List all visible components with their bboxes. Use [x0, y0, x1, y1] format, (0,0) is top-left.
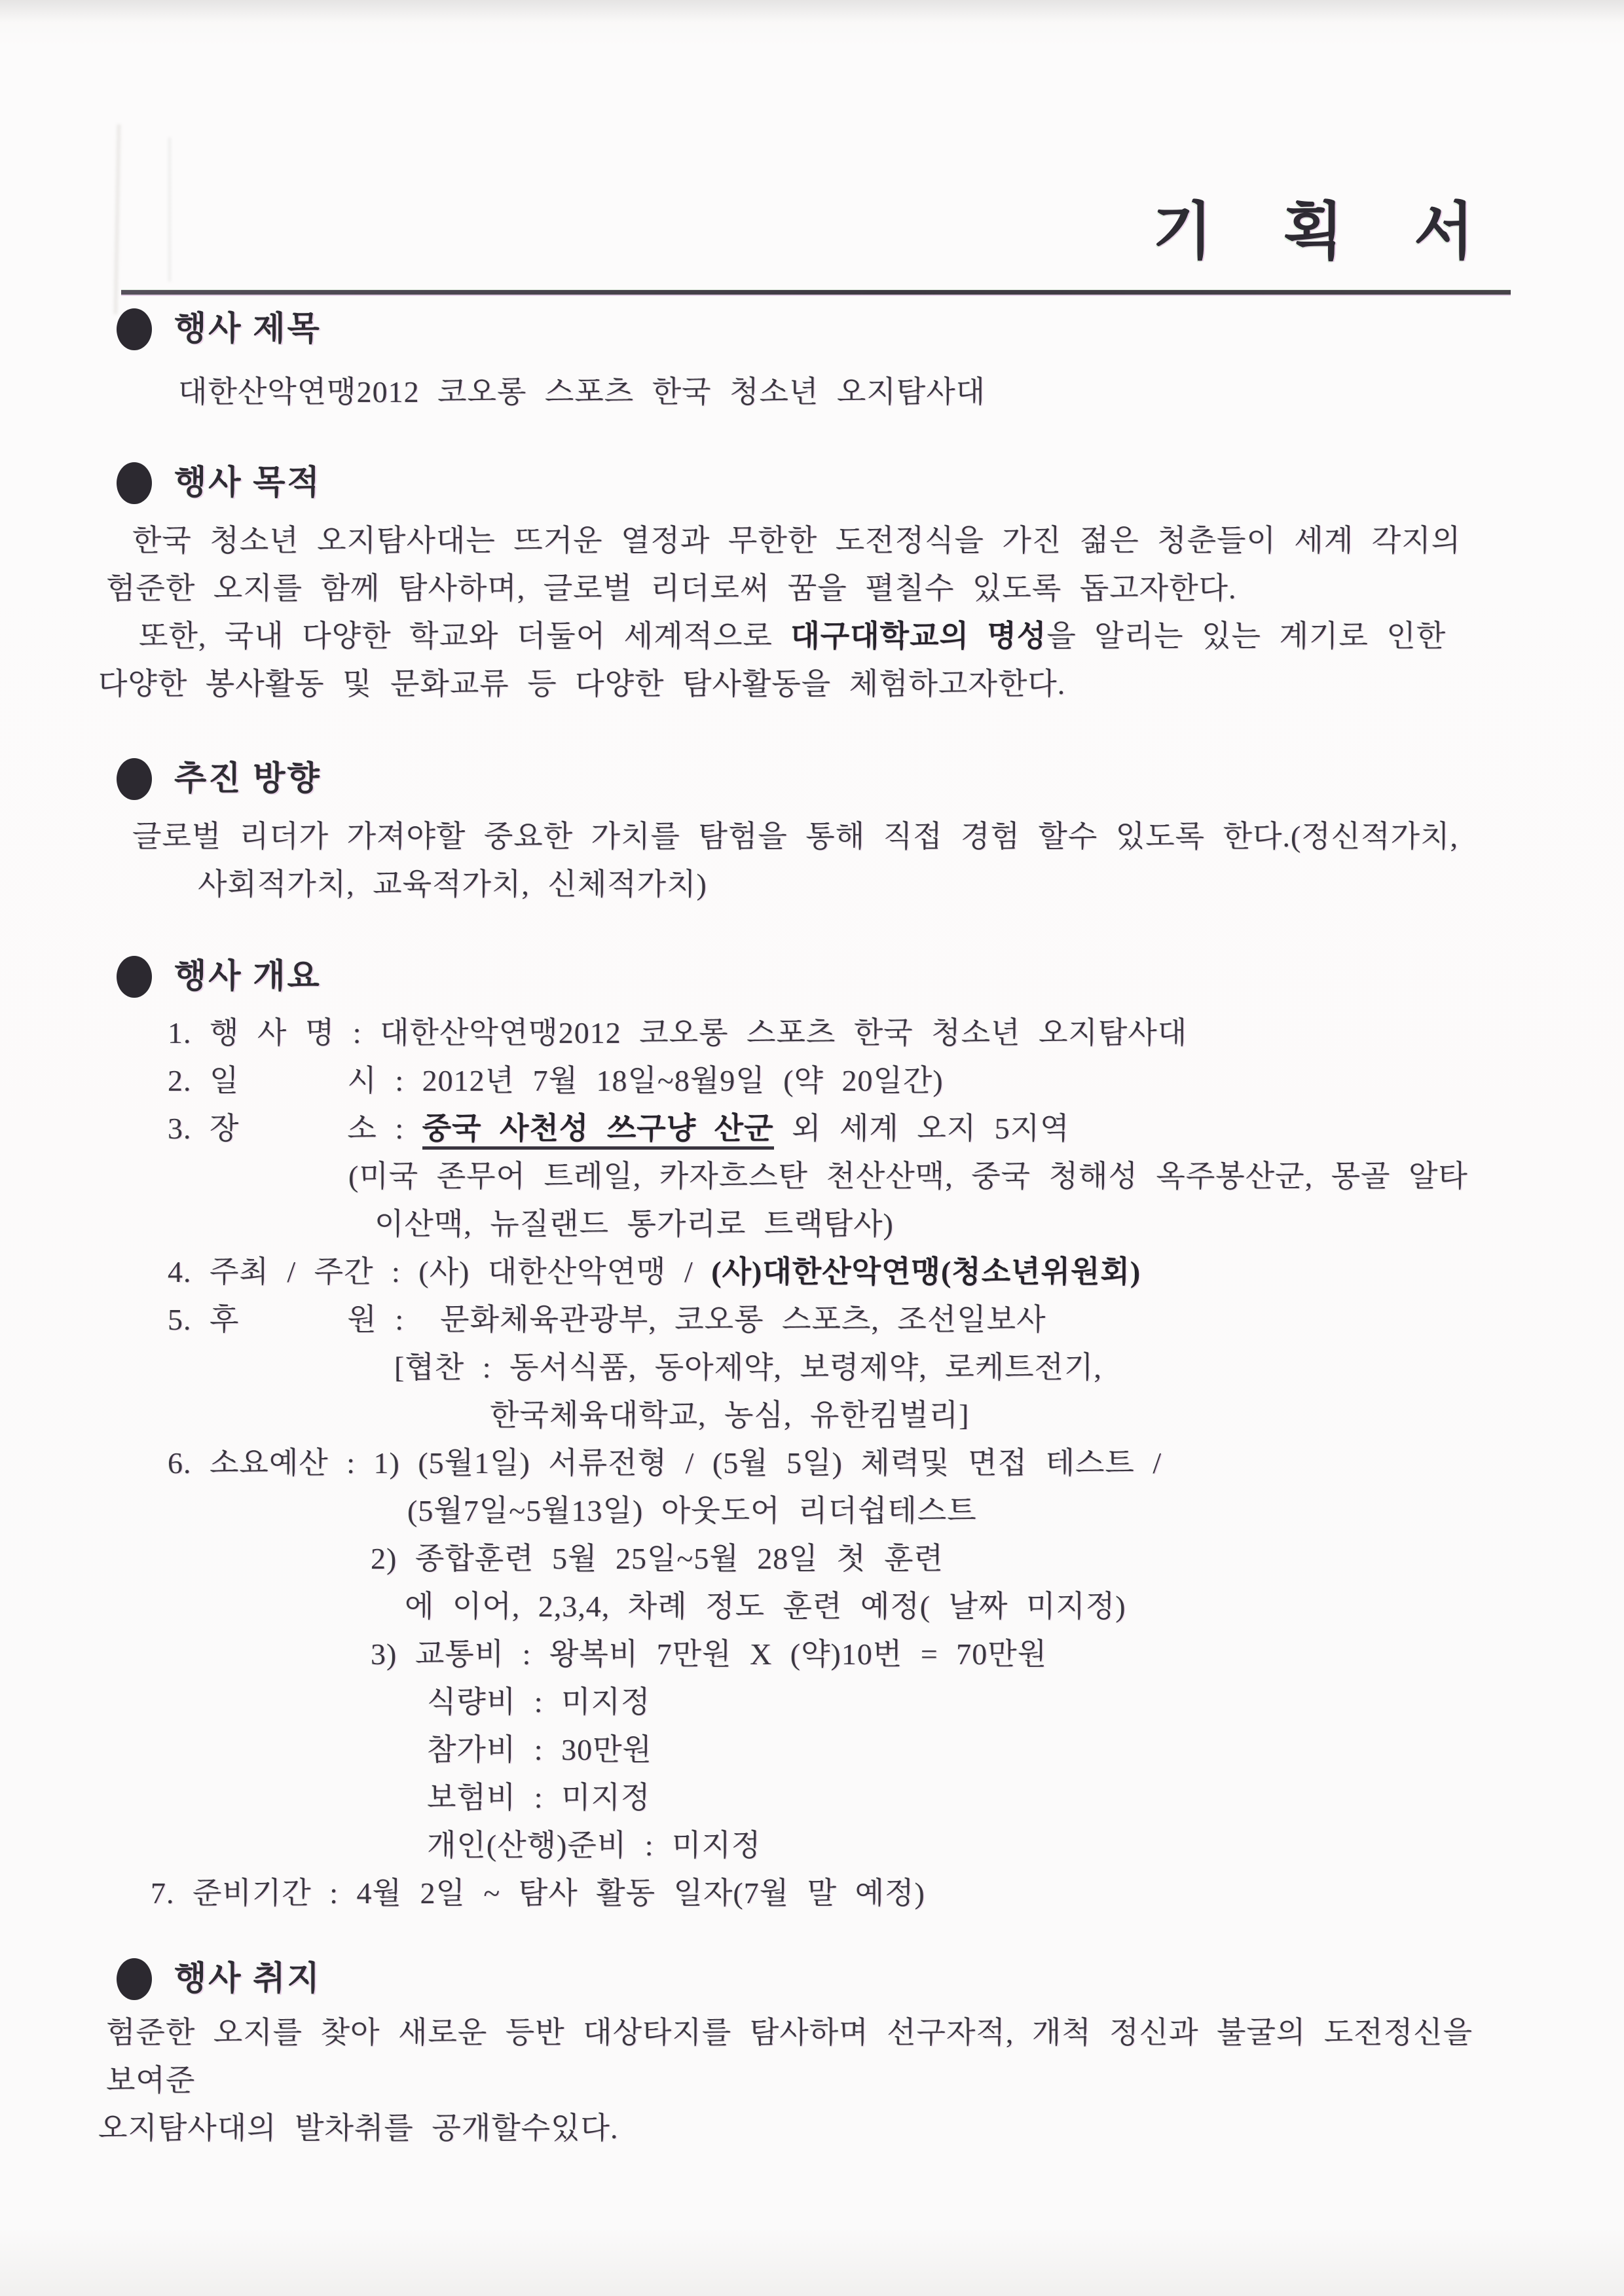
- scan-artifact-streak: [168, 137, 171, 282]
- overview-item-6-sub: 에 이어, 2,3,4, 차례 정도 훈련 예정( 날짜 미지정): [405, 1590, 1126, 1623]
- event-title-text: 대한산악연맹2012 코오롱 스포츠 한국 청소년 오지탐사대: [178, 375, 986, 409]
- section-event-purpose: [98, 462, 1513, 708]
- purpose-line-post: 을 알리는 있는 계기로 인한: [1046, 619, 1447, 653]
- overview-item-6-sub: 개인(산행)준비 : 미지정: [427, 1829, 762, 1862]
- overview-item-3-location-emphasis: 중국 사천성 쓰구냥 산군: [422, 1112, 774, 1150]
- section-heading: [117, 462, 1513, 505]
- section-event-intent: [98, 1958, 1513, 2152]
- overview-item-4-pre: 4. 주최 / 주간 : (사) 대한산악연맹 /: [168, 1255, 712, 1288]
- purpose-line: 험준한 오지를 함께 탐사하며, 글로벌 리더로써 꿈을 펼칠수 있도록 돕고자한다.: [106, 572, 1237, 605]
- section-bullet-icon: [117, 1958, 152, 2000]
- scan-artifact-top-band: [0, 0, 1624, 22]
- overview-item-4: [168, 1248, 1513, 1296]
- overview-item-6-sub: (5월7일~5월13일) 아웃도어 리더쉽테스트: [407, 1494, 977, 1527]
- scan-artifact-streak: [113, 124, 120, 314]
- purpose-line-pre: 또한, 국내 다양한 학교와 더둘어 세계적으로: [139, 619, 791, 653]
- overview-item-6: 6. 소요예산 : 1) (5월1일) 서류전형 / (5월 5일) 체력및 면접 테스트 /: [168, 1446, 1162, 1480]
- direction-line: 사회적가치, 교육적가치, 신체적가치): [198, 867, 707, 901]
- overview-item-6-sub: 보험비 : 미지정: [427, 1781, 651, 1814]
- overview-item-5-sub: 한국체육대학교, 농심, 유한킴벌리]: [490, 1398, 970, 1432]
- overview-item-4-emphasis: (사)대한산악연맹(청소년위원회): [711, 1255, 1141, 1288]
- intent-line: 험준한 오지를 찾아 새로운 등반 대상타지를 탐사하며 선구자적, 개척 정신과 불굴의 도전정신을 보여준: [106, 2016, 1491, 2097]
- overview-item-3-pre: 3. 장 소 :: [168, 1112, 422, 1145]
- section-heading-label: 행사 취지: [174, 1961, 322, 1997]
- overview-item-6-sub: 3) 교통비 : 왕복비 7만원 X (약)10번 = 70만원: [371, 1637, 1048, 1671]
- section-heading: [117, 757, 1513, 801]
- overview-item-3-post: 외 세계 오지 5지역: [773, 1112, 1070, 1145]
- purpose-line-emphasis: 대구대학교의 명성: [790, 619, 1047, 653]
- section-event-overview: [98, 955, 1513, 1917]
- overview-item-6-sub: 식량비 : 미지정: [427, 1685, 651, 1719]
- section-bullet-icon: [117, 956, 152, 998]
- overview-item-2: 2. 일 시 : 2012년 7월 18일~8월9일 (약 20일간): [168, 1064, 944, 1097]
- section-direction: [98, 757, 1513, 908]
- section-heading: [117, 308, 1513, 351]
- overview-item-5: 5. 후 원 : 문화체육관광부, 코오롱 스포츠, 조선일보사: [168, 1303, 1046, 1336]
- section-heading-label: 행사 개요: [174, 958, 322, 995]
- purpose-line: 한국 청소년 오지탐사대는 뜨거운 열정과 무한한 도전정식을 가진 젊은 청춘들이 세계 각지의: [132, 524, 1462, 557]
- overview-item-3-sub: (미국 존무어 트레일, 카자흐스탄 천산산맥, 중국 청해성 옥주봉산군, 몽골 알타: [348, 1159, 1468, 1193]
- overview-item-6-sub: 참가비 : 30만원: [427, 1733, 652, 1766]
- document-body: [98, 308, 1513, 2152]
- purpose-line: [139, 612, 1513, 660]
- section-bullet-icon: [117, 308, 152, 350]
- overview-item-7: 7. 준비기간 : 4월 2일 ~ 탐사 활동 일자(7월 말 예정): [151, 1876, 925, 1910]
- purpose-line: 다양한 봉사활동 및 문화교류 등 다양한 탐사활동을 체험하고자한다.: [98, 667, 1066, 701]
- overview-item-6-sub: 2) 종합훈련 5월 25일~5월 28일 첫 훈련: [371, 1542, 944, 1575]
- overview-item-1: 1. 행 사 명 : 대한산악연맹2012 코오롱 스포츠 한국 청소년 오지탐사대: [168, 1016, 1188, 1049]
- overview-item-3: [168, 1104, 1513, 1152]
- document-title: 기 획 서: [1153, 197, 1502, 266]
- overview-item-5-sub: [협찬 : 동서식품, 동아제약, 보령제약, 로케트전기,: [394, 1351, 1102, 1384]
- section-bullet-icon: [117, 758, 152, 800]
- section-heading-label: 행사 제목: [174, 311, 322, 348]
- intent-line: 오지탐사대의 발차취를 공개할수있다.: [98, 2111, 619, 2145]
- section-heading-label: 추진 방향: [174, 761, 322, 797]
- title-underline-rule: [121, 290, 1511, 295]
- overview-item-3-sub: 이산맥, 뉴질랜드 통가리로 트랙탐사): [375, 1207, 894, 1241]
- section-heading: [117, 1958, 1513, 2001]
- direction-line: 글로벌 리더가 가져야할 중요한 가치를 탐험을 통해 직접 경험 할수 있도록 한다.(정신적가치,: [132, 820, 1458, 853]
- section-heading-label: 행사 목적: [174, 465, 322, 501]
- section-event-title: [98, 308, 1513, 416]
- section-bullet-icon: [117, 462, 152, 504]
- section-heading: [117, 955, 1513, 998]
